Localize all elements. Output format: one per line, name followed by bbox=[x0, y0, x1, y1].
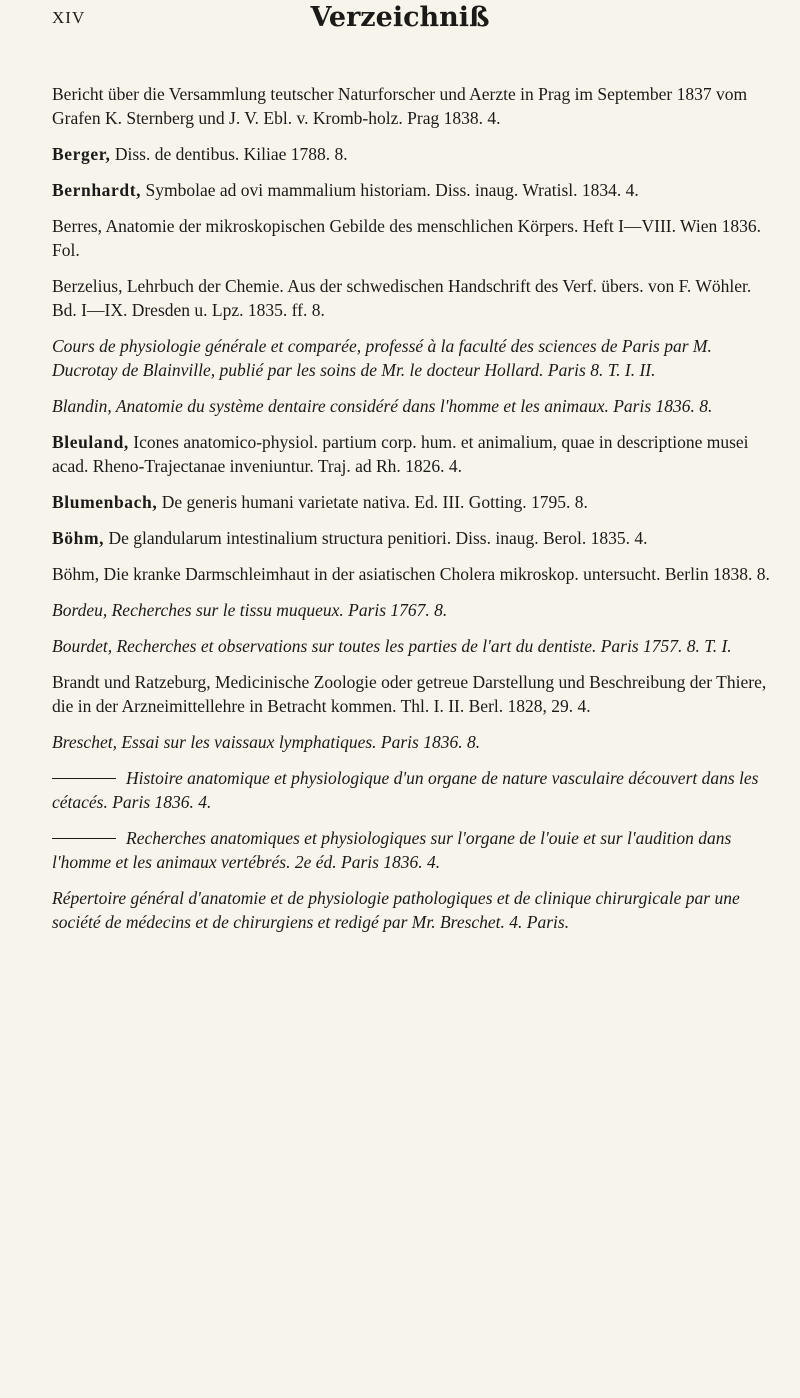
bibliography-entry: Blumenbach, De generis humani varietate nativa. Ed. III. Gotting. 1795. 8. bbox=[52, 492, 588, 512]
bibliography-entry: Cours de physiologie générale et comparée, professé à la faculté des sciences de Paris par M. Ducrotay de Blainville, publié par les soins de Mr. le docteur Hollard. Paris 8. T. I. II. bbox=[52, 336, 712, 380]
bibliography-entry: Böhm, Die kranke Darmschleimhaut in der asiatischen Cholera mikroskop. untersucht. Berlin 1838. 8. bbox=[52, 564, 770, 584]
bibliography-entry: Bourdet, Recherches et observations sur toutes les parties de l'art du dentiste. Paris 1757. 8. T. I. bbox=[52, 636, 732, 656]
bibliography-entry: Bleuland, Icones anatomico-physiol. partium corp. hum. et animalium, quae in descriptione musei acad. Rheno-Trajectanae inveniuntur. Traj. ad Rh. 1826. 4. bbox=[52, 432, 749, 476]
bibliography-entry: Berres, Anatomie der mikroskopischen Gebilde des menschlichen Körpers. Heft I—VIII. Wien 1836. Fol. bbox=[52, 216, 761, 260]
bibliography-entry: Répertoire général d'anatomie et de physiologie pathologiques et de clinique chirurgicale par une société de médecins et de chirurgiens et redigé par Mr. Breschet. 4. Paris. bbox=[52, 888, 740, 932]
bibliography-entry: Berzelius, Lehrbuch der Chemie. Aus der schwedischen Handschrift des Verf. übers. von F. Wöhler. Bd. I—IX. Dresden u. Lpz. 1835. ff. 8. bbox=[52, 276, 752, 320]
bibliography-entry-ditto: Histoire anatomique et physiologique d'un organe de nature vasculaire découvert dans les cétacés. Paris 1836. 4. bbox=[52, 768, 759, 812]
bibliography-list bbox=[52, 82, 770, 946]
bibliography-entry: Blandin, Anatomie du système dentaire considéré dans l'homme et les animaux. Paris 1836. 8. bbox=[52, 396, 713, 416]
running-head-title: Verzeichniß bbox=[310, 2, 490, 33]
ditto-dash bbox=[52, 778, 116, 779]
bibliography-entry: Berger, Diss. de dentibus. Kiliae 1788. 8. bbox=[52, 144, 348, 164]
bibliography-entry: Bericht über die Versammlung teutscher Naturforscher und Aerzte in Prag im September 1837 vom Grafen K. Sternberg und J. V. Ebl. v. Kromb-holz. Prag 1838. 4. bbox=[52, 84, 748, 128]
page-number: XIV bbox=[52, 8, 86, 27]
bibliography-entry: Brandt und Ratzeburg, Medicinische Zoologie oder getreue Darstellung und Beschreibung der Thiere, die in der Arzneimittellehre in Betracht kommen. Thl. I. II. Berl. 1828, 29. 4. bbox=[52, 672, 767, 716]
ditto-dash bbox=[52, 838, 116, 839]
bibliography-entry: Böhm, De glandularum intestinalium structura penitiori. Diss. inaug. Berol. 1835. 4. bbox=[52, 528, 648, 548]
bibliography-entry: Breschet, Essai sur les vaissaux lymphatiques. Paris 1836. 8. bbox=[52, 732, 481, 752]
bibliography-entry: Bernhardt, Symbolae ad ovi mammalium historiam. Diss. inaug. Wratisl. 1834. 4. bbox=[52, 180, 639, 200]
page-header bbox=[0, 0, 800, 60]
bibliography-entry-ditto: Recherches anatomiques et physiologiques sur l'organe de l'ouie et sur l'audition dans l'homme et les animaux vertébrés. 2e éd. Paris 1836. 4. bbox=[52, 828, 732, 872]
bibliography-entry: Bordeu, Recherches sur le tissu muqueux. Paris 1767. 8. bbox=[52, 600, 448, 620]
